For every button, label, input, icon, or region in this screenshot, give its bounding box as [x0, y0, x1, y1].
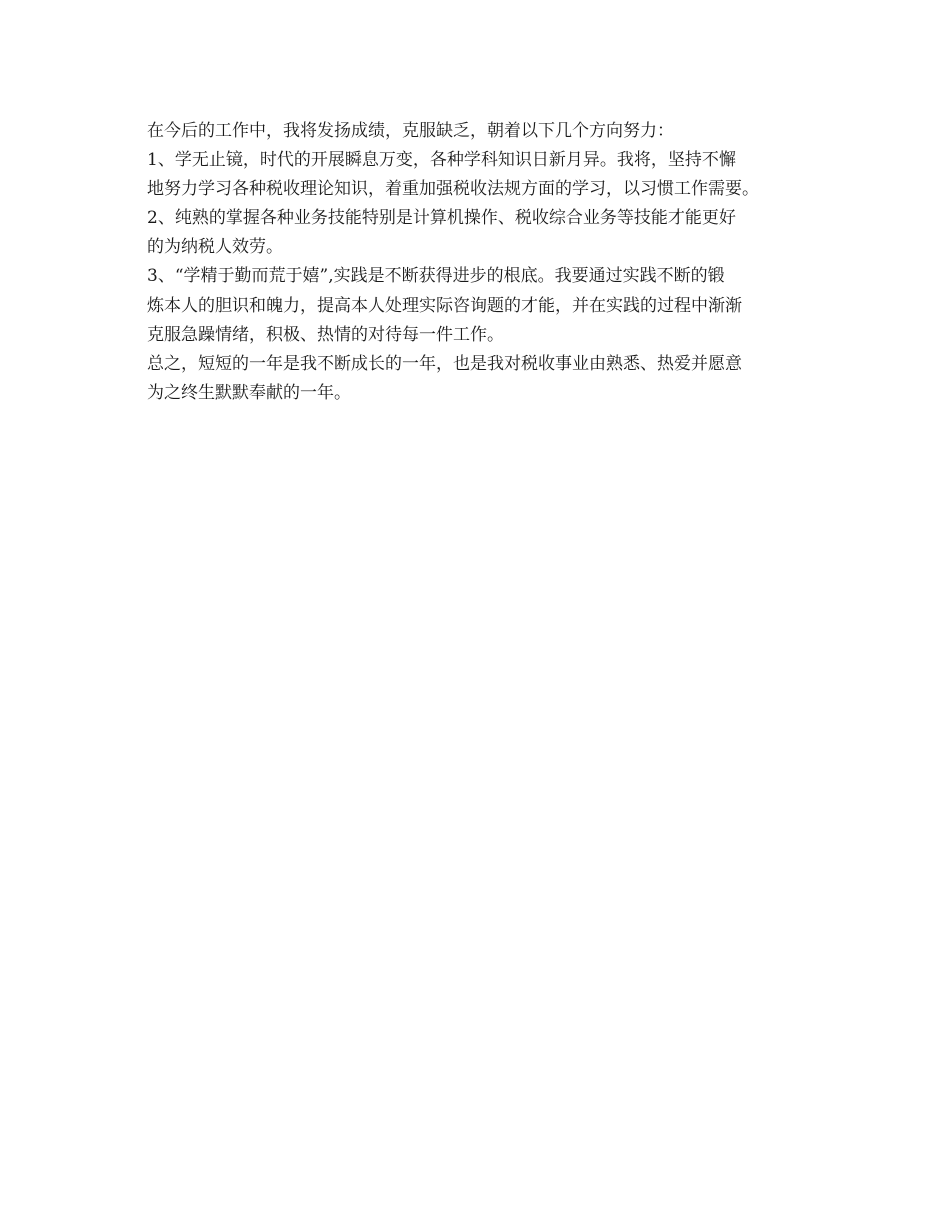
point-3-line-1: 3、“学精于勤而荒于嬉”,实践是不断获得进步的根底。我要通过实践不断的锻: [147, 266, 725, 287]
point-1-line-1: 1、学无止镜，时代的开展瞬息万变，各种学科知识日新月异。我将，坚持不懈: [147, 150, 736, 171]
conclusion-line-1: 总之，短短的一年是我不断成长的一年，也是我对税收事业由熟悉、热爱并愿意: [147, 353, 742, 374]
intro-line: 在今后的工作中，我将发扬成绩，克服缺乏，朝着以下几个方向努力：: [147, 121, 674, 141]
point-3-line-3: 克服急躁情绪，积极、热情的对待每一件工作。: [147, 324, 504, 345]
point-1-line-2: 地努力学习各种税收理论知识，着重加强税收法规方面的学习，以习惯工作需要。: [147, 179, 759, 200]
document-body: [147, 117, 827, 408]
point-3-line-2: 炼本人的胆识和魄力，提高本人处理实际咨询题的才能，并在实践的过程中渐渐: [147, 295, 742, 316]
conclusion-line-2: 为之终生默默奉献的一年。: [147, 382, 351, 403]
point-2-line-1: 2、纯熟的掌握各种业务技能特别是计算机操作、税收综合业务等技能才能更好: [147, 208, 736, 229]
point-2-line-2: 的为纳税人效劳。: [147, 237, 283, 258]
